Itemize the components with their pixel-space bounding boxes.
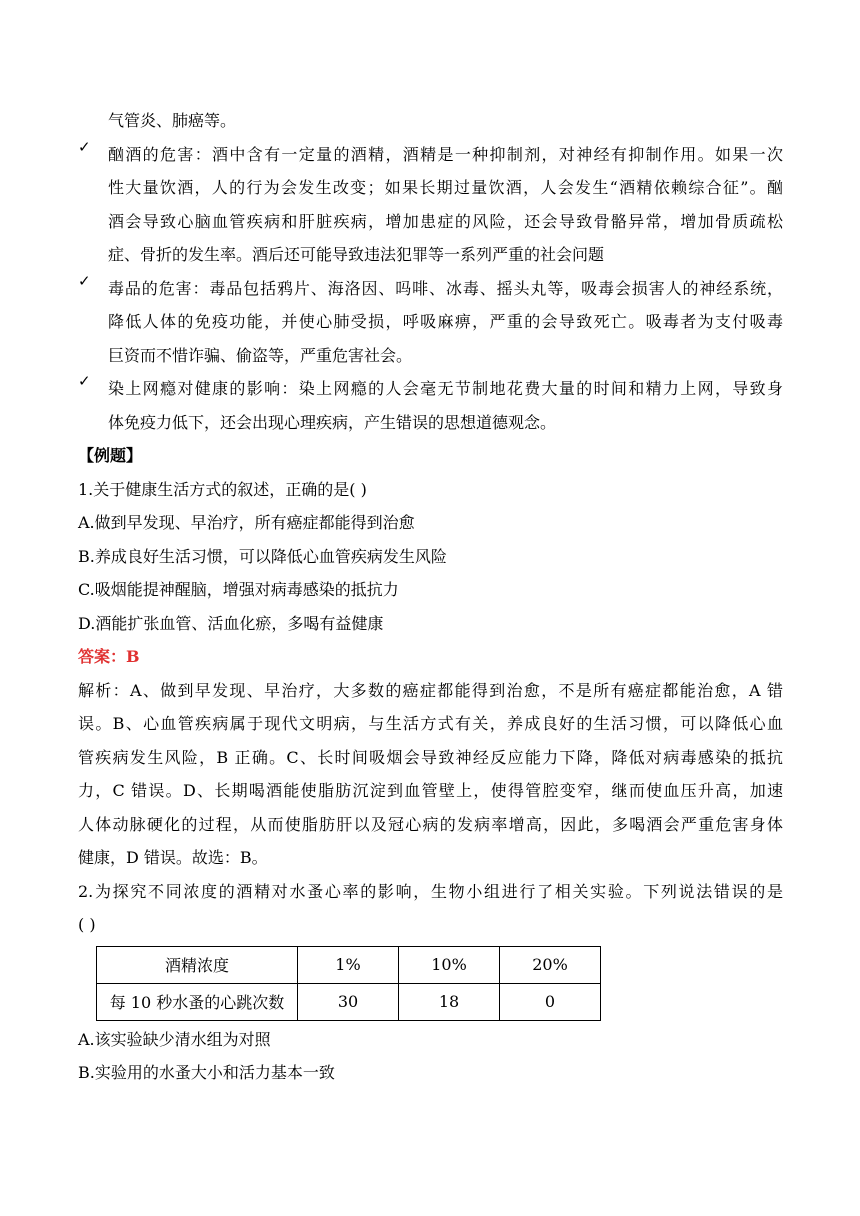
table-row <box>97 983 601 1020</box>
analysis-line: 解析：A、做到早发现、早治疗，大多数的癌症都能得到治愈，不是所有癌症都能治愈，A 错 <box>78 680 783 700</box>
table-cell: 1% <box>298 946 399 983</box>
question-2-stem: 2.为探究不同浓度的酒精对水蚤心率的影响，生物小组进行了相关实验。下列说法错误的是 <box>78 881 783 901</box>
question-1-option-d: D.酒能扩张血管、活血化瘀，多喝有益健康 <box>78 613 384 633</box>
table-cell: 10% <box>399 946 500 983</box>
bullet-line: 症、骨折的发生率。酒后还可能导致违法犯罪等一系列严重的社会问题 <box>108 245 605 264</box>
bullet-line: 酒会导致心脑血管疾病和肝脏疾病，增加患症的风险，还会导致骨骼异常，增加骨质疏松 <box>108 211 783 231</box>
bullet-line: 酗酒的危害：酒中含有一定量的酒精，酒精是一种抑制剂，对神经有抑制作用。如果一次 <box>108 144 783 164</box>
bullet-line: 毒品的危害：毒品包括鸦片、海洛因、吗啡、冰毒、摇头丸等，吸毒会损害人的神经系统， <box>108 278 783 298</box>
checkmark-icon: ✓ <box>78 271 91 290</box>
bullet-internet-addiction <box>78 372 783 439</box>
table-cell: 18 <box>399 983 500 1020</box>
checkmark-icon: ✓ <box>78 137 91 156</box>
table-header-row <box>97 946 601 983</box>
question-1-answer: 答案：B <box>78 647 140 666</box>
table-cell: 0 <box>500 983 601 1020</box>
bullet-line: 性大量饮酒，人的行为会发生改变；如果长期过量饮酒，人会发生“酒精依赖综合征”。酗 <box>108 178 783 197</box>
analysis-line: 管疾病发生风险，B 正确。C、长时间吸烟会导致神经反应能力下降，降低对病毒感染的抵抗 <box>78 747 783 767</box>
question-1-option-a: A.做到早发现、早治疗，所有癌症都能得到治愈 <box>78 513 415 532</box>
checkmark-icon: ✓ <box>78 372 91 390</box>
table-cell: 20% <box>500 946 601 983</box>
analysis-line: 力，C 错误。D、长期喝酒能使脂肪沉淀到血管壁上，使得管腔变窄，继而使血压升高，加速 <box>78 781 783 800</box>
question-1-stem: 1.关于健康生活方式的叙述，正确的是( ) <box>78 479 367 499</box>
table-cell: 每 10 秒水蚤的心跳次数 <box>97 983 298 1020</box>
bullet-intro-text: 气管炎、肺癌等。 <box>108 111 237 130</box>
experiment-table <box>96 946 601 1021</box>
question-2-stem-bracket: ( ) <box>78 915 96 934</box>
bullet-line: 染上网瘾对健康的影响：染上网瘾的人会毫无节制地花费大量的时间和精力上网，导致身 <box>108 379 783 398</box>
bullet-line: 巨资而不惜诈骗、偷盗等，严重危害社会。 <box>108 345 413 365</box>
analysis-line: 人体动脉硬化的过程，从而使脂肪肝以及冠心病的发病率增高，因此，多喝酒会严重危害身体 <box>78 814 783 834</box>
section-heading: 【例题】 <box>78 446 143 465</box>
bullet-line: 体免疫力低下，还会出现心理疾病，产生错误的思想道德观念。 <box>108 412 557 432</box>
document-content <box>78 104 783 1090</box>
question-2-option-b: B.实验用的水蚤大小和活力基本一致 <box>78 1063 335 1082</box>
analysis-line: 误。B、心血管疾病属于现代文明病，与生活方式有关，养成良好的生活习惯，可以降低心血 <box>78 714 783 733</box>
bullet-drugs <box>78 272 783 373</box>
bullet-alcohol <box>78 138 783 272</box>
question-2-option-a: A.该实验缺少清水组为对照 <box>78 1029 271 1049</box>
analysis-line: 健康，D 错误。故选：B。 <box>78 848 268 867</box>
question-1-option-c: C.吸烟能提神醒脑，增强对病毒感染的抵抗力 <box>78 580 399 599</box>
table-cell: 30 <box>298 983 399 1020</box>
question-1-option-b: B.养成良好生活习惯，可以降低心血管疾病发生风险 <box>78 546 447 566</box>
bullet-line: 降低人体的免疫功能，并使心肺受损，呼吸麻痹，严重的会导致死亡。吸毒者为支付吸毒 <box>108 312 783 331</box>
table-cell: 酒精浓度 <box>97 946 298 983</box>
